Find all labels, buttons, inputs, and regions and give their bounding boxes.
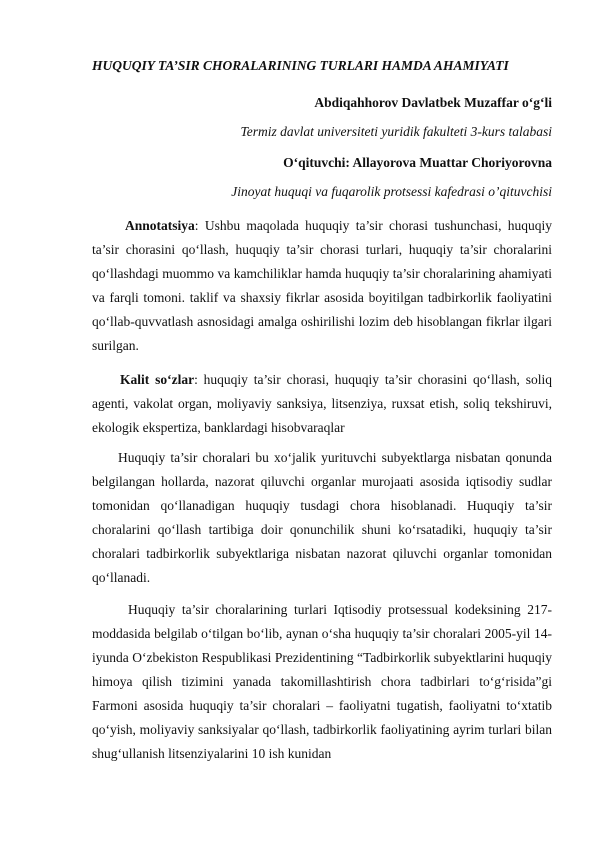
abstract-text: : Ushbu maqolada huquqiy ta’sir chorasi tushunchasi, huquqiy ta’sir chorasini qo‘llash, huquqiy ta’sir chorasi turlari, huquqiy ta’sir choralarini qo‘llashdagi muommo va kamchiliklar hamda huquqiy ta’sir choralarining ahamiyati va farqli tomoni. taklif va shaxsiy fikrlar asosida boyitilgan tadbirkorlik faoliyatini qo‘llab-quvvatlash asnosidagi amalga oshirilishi lozim deb hisoblangan fikrlar ilgari surilgan. bbox=[92, 218, 552, 353]
body-paragraph bbox=[92, 598, 552, 766]
abstract-label: Annotatsiya bbox=[125, 218, 195, 233]
body-paragraph bbox=[92, 446, 552, 590]
supervisor-department: Jinoyat huquqi va fuqarolik protsessi kafedrasi o’qituvchisi bbox=[231, 184, 552, 199]
author-affiliation: Termiz davlat universiteti yuridik fakulteti 3-kurs talabasi bbox=[240, 124, 552, 139]
keywords-text: : huquqiy ta’sir chorasi, huquqiy ta’sir chorasini qo‘llash, soliq agenti, vakolat organ, moliyaviy sanksiya, litsenziya, ruxsat etish, soliq tekshiruvi, ekologik ekspertiza, banklardagi hisobvaraqlar bbox=[92, 372, 552, 435]
body-paragraph-1-text: Huquqiy ta’sir choralari bu xo‘jalik yurituvchi subyektlarga nisbatan qonunda belgilangan hollarda, nazorat qiluvchi organlar murojaati asosida iqtisodiy sudlar tomonidan qo‘llanadigan huquqiy tusdagi chora hisoblanadi. Huquqiy ta’sir choralarini qo‘llash tartibiga doir qonunchilik shuni ko‘rsatadiki, huquqiy ta’sir choralari tadbirkorlik subyektlariga nisbatan nazorat qiluvchi organlar tomonidan qo‘llanadi. bbox=[92, 450, 552, 585]
author-name: Abdiqahhorov Davlatbek Muzaffar o‘g‘li bbox=[314, 95, 552, 110]
keywords-paragraph bbox=[92, 368, 552, 440]
article-title: HUQUQIY TA’SIR CHORALARINING TURLARI HAMDA AHAMIYATI bbox=[92, 58, 509, 73]
abstract-paragraph bbox=[92, 214, 552, 358]
keywords-label: Kalit so‘zlar bbox=[120, 372, 195, 387]
supervisor-name: O‘qituvchi: Allayorova Muattar Choriyorovna bbox=[283, 155, 552, 170]
body-paragraph-2-text: Huquqiy ta’sir choralarining turlari Iqtisodiy protsessual kodeksining 217-moddasida belgilab o‘tilgan bo‘lib, aynan o‘sha huquqiy ta’sir choralari 2005-yil 14-iyunda O‘zbekiston Respublikasi Prezidentining “Tadbirkorlik subyektlarini huquqiy himoya qilish tizimini yanada takomillashtirish chora tadbirlari to‘g‘risida”gi Farmoni asosida huquqiy ta’sir choralari – faoliyatni tugatish, faoliyatni to‘xtatib qo‘yish, moliyaviy sanksiyalar qo‘llash, tadbirkorlik faoliyatining ayrim turlari bilan shug‘ullanish litsenziyalarini 10 ish kunidan bbox=[92, 602, 552, 761]
